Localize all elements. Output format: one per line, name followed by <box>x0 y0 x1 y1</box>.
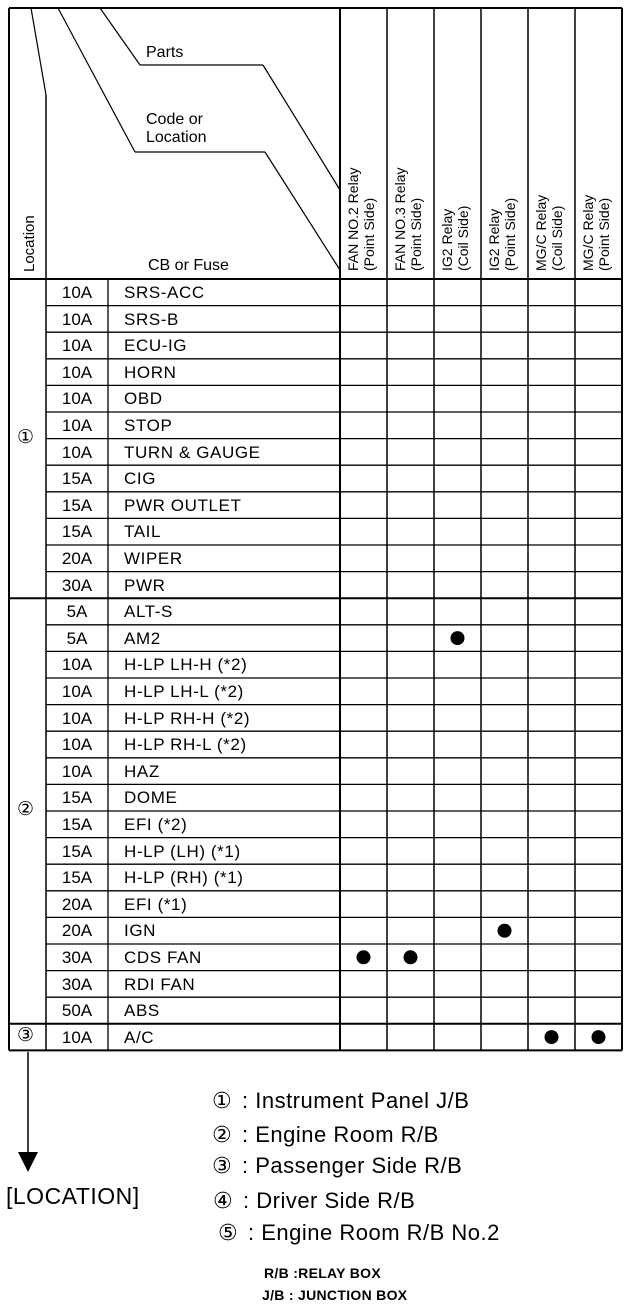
fuse-amperage: 30A <box>61 974 93 994</box>
fuse-amperage: 15A <box>61 495 93 515</box>
connection-dot <box>592 1030 606 1044</box>
fuse-amperage: 10A <box>61 761 93 781</box>
fuse-name: CDS FAN <box>124 948 202 967</box>
fuse-name: ECU-IG <box>124 336 188 356</box>
fuse-name: IGN <box>124 921 157 941</box>
fuse-name: HAZ <box>124 761 160 781</box>
fuse-name: PWR OUTLET <box>124 495 242 515</box>
fuse-amperage: 10A <box>61 1027 93 1047</box>
legend-text: : Engine Room R/B No.2 <box>248 1220 500 1245</box>
fuse-name: TURN & GAUGE <box>124 442 261 462</box>
legend-number: ① <box>212 1088 233 1113</box>
fuse-amperage: 10A <box>61 309 93 329</box>
connection-dot <box>357 950 371 964</box>
fuse-name: H-LP LH-L (*2) <box>124 682 244 701</box>
fuse-name: SRS-B <box>124 309 179 329</box>
fuse-amperage: 15A <box>61 868 93 888</box>
relay-header-2-line1: FAN NO.3 Relay <box>392 167 408 271</box>
connection-dot <box>498 924 512 938</box>
abbr-relay-box: R/B :RELAY BOX <box>264 1265 381 1281</box>
fuse-name: RDI FAN <box>124 974 196 994</box>
fuse-amperage: 30A <box>61 575 93 595</box>
fuse-amperage: 5A <box>66 602 88 622</box>
fuse-amperage: 30A <box>61 948 93 967</box>
fuse-amperage: 10A <box>61 416 93 435</box>
relay-header-3-line1: IG2 Relay <box>439 208 455 271</box>
fuse-name: SRS-ACC <box>124 283 205 302</box>
legend-text: : Engine Room R/B <box>242 1122 439 1147</box>
location-group-label: ① <box>17 426 35 448</box>
relay-header-2-line2: (Point Side) <box>408 197 424 271</box>
fuse-name: STOP <box>124 416 173 435</box>
fuse-name: DOME <box>124 788 178 808</box>
fuse-amperage: 10A <box>61 735 93 755</box>
relay-header-1-line1: FAN NO.2 Relay <box>345 167 361 271</box>
legend-text: : Driver Side R/B <box>243 1188 416 1213</box>
header-location-sub: Location <box>146 129 207 146</box>
legend-number: ⑤ <box>218 1220 239 1245</box>
fuse-amperage: 10A <box>61 655 93 675</box>
fuse-name: WIPER <box>124 549 183 568</box>
legend-number: ② <box>212 1122 233 1147</box>
connection-dot <box>451 631 465 645</box>
connection-dot <box>545 1030 559 1044</box>
fuse-amperage: 15A <box>61 522 93 542</box>
relay-header-6-line2: (Point Side) <box>596 197 612 271</box>
fuse-name: OBD <box>124 389 163 409</box>
fuse-amperage: 10A <box>61 336 93 356</box>
connection-dot <box>404 950 418 964</box>
fuse-name: H-LP (LH) (*1) <box>124 841 241 861</box>
fuse-name: PWR <box>124 575 166 595</box>
fuse-amperage: 10A <box>61 362 93 382</box>
relay-header-5-line2: (Coil Side) <box>549 205 565 271</box>
header-code-or: Code or <box>146 111 203 128</box>
fuse-amperage: 20A <box>61 921 93 941</box>
diag-parts-c <box>263 65 340 190</box>
fuse-name: AM2 <box>124 628 161 648</box>
fuse-name: ABS <box>124 1001 160 1021</box>
header-parts: Parts <box>146 44 184 61</box>
relay-header-1-line2: (Point Side) <box>361 197 377 271</box>
relay-header-6-line1: MG/C Relay <box>580 194 596 271</box>
fuse-amperage: 15A <box>61 788 93 808</box>
fuse-amperage: 5A <box>66 628 88 648</box>
legend-title: [LOCATION] <box>6 1183 140 1209</box>
relay-header-4-line2: (Point Side) <box>502 197 518 271</box>
fuse-name: ALT-S <box>124 602 173 622</box>
fuse-amperage: 20A <box>61 549 93 568</box>
diag-code-c <box>265 152 340 270</box>
fuse-name: A/C <box>124 1027 155 1047</box>
fuse-name: CIG <box>124 469 157 489</box>
diag-code-a <box>58 8 135 152</box>
legend-text: : Passenger Side R/B <box>242 1153 463 1178</box>
legend-text: : Instrument Panel J/B <box>242 1088 470 1113</box>
fuse-amperage: 10A <box>61 442 93 462</box>
fuse-amperage: 15A <box>61 469 93 489</box>
fuse-amperage: 15A <box>61 841 93 861</box>
relay-header-5-line1: MG/C Relay <box>533 194 549 271</box>
abbr-junction-box: J/B : JUNCTION BOX <box>262 1287 408 1303</box>
header-location-column: Location <box>21 215 38 272</box>
location-group-label: ② <box>17 799 35 820</box>
fuse-name: TAIL <box>124 522 162 542</box>
diag-parts-a <box>100 8 140 65</box>
fuse-name: H-LP RH-H (*2) <box>124 708 251 728</box>
legend-number: ③ <box>212 1153 233 1178</box>
header-cb-or-fuse: CB or Fuse <box>148 257 229 274</box>
location-group-label: ③ <box>17 1025 35 1047</box>
fuse-name: HORN <box>124 362 177 382</box>
legend-number: ④ <box>213 1188 234 1213</box>
fuse-amperage: 10A <box>61 682 93 701</box>
fuse-name: H-LP RH-L (*2) <box>124 735 247 755</box>
fuse-name: EFI (*1) <box>124 894 188 914</box>
relay-header-3-line2: (Coil Side) <box>455 205 471 271</box>
fuse-amperage: 20A <box>61 894 93 914</box>
fuse-amperage: 50A <box>61 1001 93 1021</box>
diag-location <box>31 8 46 95</box>
fuse-amperage: 10A <box>61 708 93 728</box>
relay-header-4-line1: IG2 Relay <box>486 208 502 271</box>
fuse-name: EFI (*2) <box>124 815 188 834</box>
fuse-amperage: 10A <box>61 283 93 302</box>
fuse-name: H-LP (RH) (*1) <box>124 868 244 888</box>
fuse-amperage: 10A <box>61 389 93 409</box>
fuse-name: H-LP LH-H (*2) <box>124 655 248 675</box>
fuse-amperage: 15A <box>61 815 93 834</box>
